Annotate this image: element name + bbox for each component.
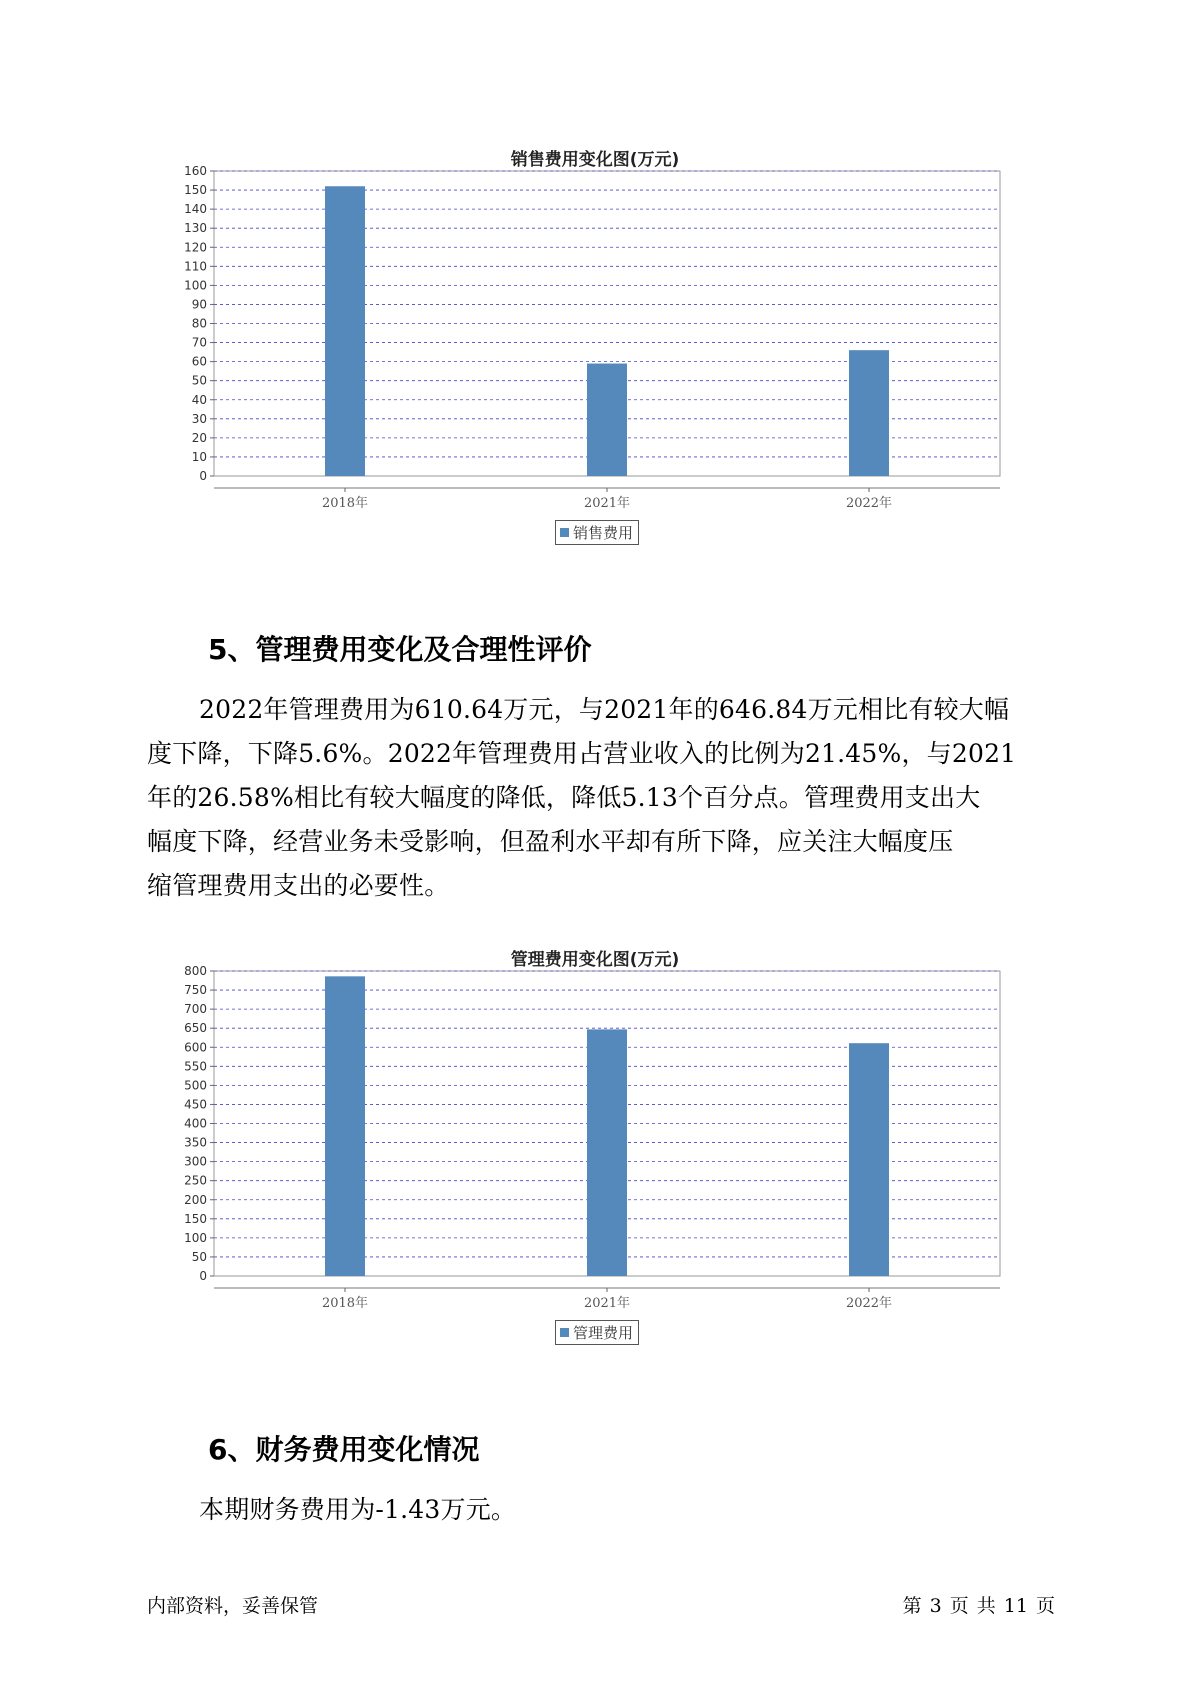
legend-swatch: [560, 528, 569, 537]
admin-chart-title: 管理费用变化图(万元): [510, 950, 680, 970]
section5-paragraph: [147, 688, 1047, 908]
bar: [325, 186, 365, 476]
admin-chart-plot: [160, 965, 1030, 1345]
y-tick-label: 20: [191, 430, 207, 445]
y-tick-label: 110: [184, 259, 207, 274]
y-tick-label: 150: [184, 1211, 207, 1226]
paragraph-line: 2022年管理费用为610.64万元，与2021年的646.84万元相比有较大幅: [199, 695, 1010, 724]
x-tick-label: 2018年: [321, 496, 369, 511]
bar: [325, 976, 365, 1276]
paragraph-line: 年的26.58%相比有较大幅度的降低，降低5.13个百分点。管理费用支出大: [147, 783, 981, 812]
y-tick-label: 150: [184, 183, 207, 198]
y-tick-label: 350: [184, 1135, 207, 1150]
y-tick-label: 120: [184, 240, 207, 255]
paragraph-line: 缩管理费用支出的必要性。: [147, 871, 450, 900]
section6-paragraph: [147, 1488, 1047, 1532]
page-label-mid: 页: [949, 1595, 969, 1617]
page-current: 3: [929, 1595, 942, 1617]
sales-chart-plot: [160, 165, 1030, 545]
y-tick-label: 70: [191, 335, 207, 350]
y-tick-label: 90: [191, 297, 207, 312]
sales-chart-legend: [555, 520, 639, 545]
paragraph-line: 度下降，下降5.6%。2022年管理费用占营业收入的比例为21.45%，与2021: [147, 739, 1017, 768]
y-tick-label: 140: [184, 202, 207, 217]
y-tick-label: 550: [184, 1059, 207, 1074]
legend-label: 销售费用: [573, 524, 634, 542]
section-heading-6: 6、财务费用变化情况: [208, 1433, 480, 1466]
bar: [849, 350, 889, 476]
bar: [587, 1029, 627, 1276]
y-tick-label: 100: [184, 1230, 207, 1245]
section-heading-5: 5、管理费用变化及合理性评价: [208, 633, 592, 666]
y-tick-label: 700: [184, 1002, 207, 1017]
page-total: 11: [1003, 1595, 1028, 1617]
admin-chart: [160, 940, 1030, 1350]
y-tick-label: 650: [184, 1021, 207, 1036]
y-tick-label: 400: [184, 1116, 207, 1131]
sales-chart: [160, 140, 1030, 550]
y-tick-label: 80: [191, 316, 207, 331]
x-tick-label: 2018年: [321, 1296, 369, 1311]
admin-chart-legend: [555, 1320, 639, 1345]
y-tick-label: 50: [191, 1249, 207, 1264]
footer-page-number: [895, 1591, 1055, 1618]
y-tick-label: 0: [199, 469, 207, 483]
y-tick-label: 300: [184, 1154, 207, 1169]
y-tick-label: 50: [191, 373, 207, 388]
y-tick-label: 800: [184, 965, 207, 978]
y-tick-label: 450: [184, 1097, 207, 1112]
legend-swatch: [560, 1328, 569, 1337]
bar: [849, 1043, 889, 1276]
y-tick-label: 0: [199, 1269, 207, 1283]
sales-chart-title: 销售费用变化图(万元): [510, 150, 680, 170]
page-label-suffix: 页: [1035, 1595, 1055, 1617]
x-tick-label: 2021年: [583, 1296, 631, 1311]
paragraph-line: 本期财务费用为-1.43万元。: [199, 1495, 517, 1524]
y-tick-label: 200: [184, 1192, 207, 1207]
y-tick-label: 500: [184, 1078, 207, 1093]
y-tick-label: 100: [184, 278, 207, 293]
y-tick-label: 600: [184, 1040, 207, 1055]
y-tick-label: 40: [191, 392, 207, 407]
y-tick-label: 130: [184, 221, 207, 236]
paragraph-line: 幅度下降，经营业务未受影响，但盈利水平却有所下降，应关注大幅度压: [147, 827, 954, 856]
legend-label: 管理费用: [573, 1324, 634, 1342]
x-tick-label: 2022年: [845, 1296, 893, 1311]
bar: [587, 364, 627, 476]
page-label-prefix: 第: [902, 1595, 922, 1617]
x-tick-label: 2021年: [583, 496, 631, 511]
footer-confidential: 内部资料，妥善保管: [147, 1595, 319, 1617]
y-tick-label: 30: [191, 411, 207, 426]
y-tick-label: 250: [184, 1173, 207, 1188]
y-tick-label: 750: [184, 983, 207, 998]
y-tick-label: 60: [191, 354, 207, 369]
y-tick-label: 10: [191, 449, 207, 464]
y-tick-label: 160: [184, 165, 207, 178]
page-total-prefix: 共: [976, 1595, 996, 1617]
x-tick-label: 2022年: [845, 496, 893, 511]
